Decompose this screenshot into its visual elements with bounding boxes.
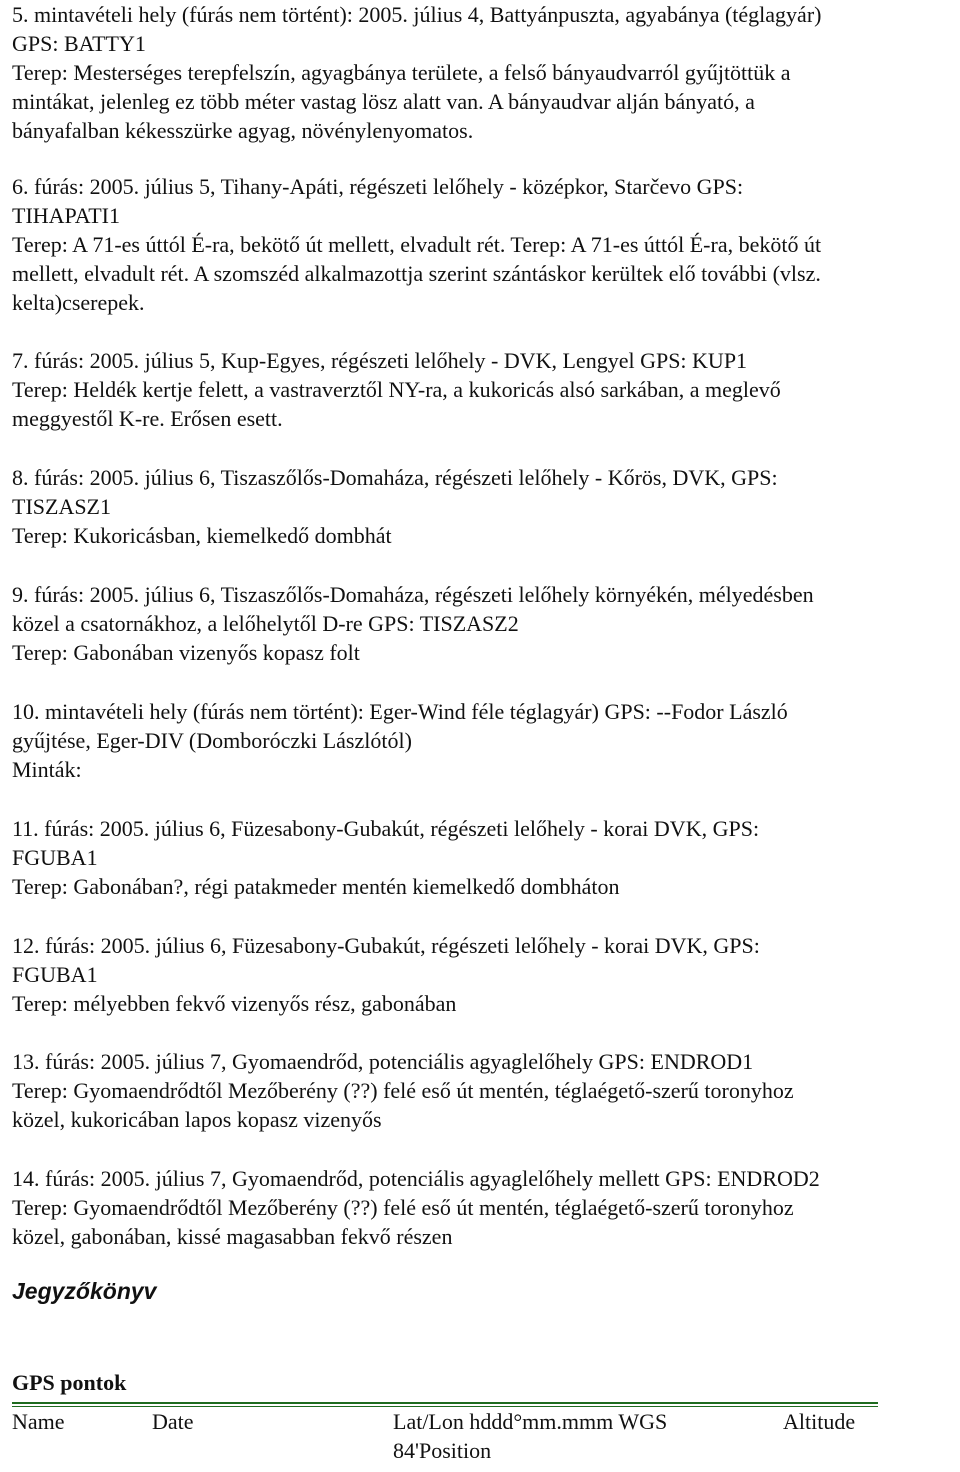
sample-entry bbox=[12, 1164, 954, 1251]
entry-line: Terep: mélyebben fekvő vizenyős rész, gabonában bbox=[12, 991, 457, 1016]
entry-line: 14. fúrás: 2005. július 7, Gyomaendrőd, potenciális agyaglelőhely mellett GPS: ENDROD2 bbox=[12, 1166, 820, 1191]
sample-entry bbox=[12, 931, 954, 1018]
entry-line: Terep: Heldék kertje felett, a vastraverztől NY-ra, a kukoricás alsó sarkában, a meglevő bbox=[12, 377, 781, 402]
column-header-latlon bbox=[393, 1407, 667, 1465]
entry-line: FGUBA1 bbox=[12, 962, 98, 987]
entry-line: Terep: A 71-es úttól É-ra, bekötő út mellett, elvadult rét. Terep: A 71-es úttól É-ra, bekötő út bbox=[12, 232, 822, 257]
entry-line: 8. fúrás: 2005. július 6, Tiszaszőlős-Domaháza, régészeti lelőhely - Kőrös, DVK, GPS: bbox=[12, 465, 778, 490]
entry-line: 11. fúrás: 2005. július 6, Füzesabony-Gubakút, régészeti lelőhely - korai DVK, GPS: bbox=[12, 816, 760, 841]
entry-line: 9. fúrás: 2005. július 6, Tiszaszőlős-Domaháza, régészeti lelőhely környékén, mélyedésben bbox=[12, 582, 814, 607]
entry-line: Terep: Gyomaendrődtől Mezőberény (??) felé eső út mentén, téglaégető-szerű toronyhoz bbox=[12, 1195, 794, 1220]
entry-line: közel, gabonában, kissé magasabban fekvő részen bbox=[12, 1224, 453, 1249]
entry-line: 7. fúrás: 2005. július 5, Kup-Egyes, régészeti lelőhely - DVK, Lengyel GPS: KUP1 bbox=[12, 348, 748, 373]
column-header-name: Name bbox=[12, 1409, 65, 1434]
table-top-rule bbox=[12, 1402, 878, 1404]
entry-line: TIHAPATI1 bbox=[12, 203, 120, 228]
sample-entry bbox=[12, 1047, 954, 1134]
sample-entry bbox=[12, 172, 954, 317]
sample-entry bbox=[12, 463, 954, 550]
entry-line: Terep: Gabonában vizenyős kopasz folt bbox=[12, 640, 360, 665]
entry-line: 12. fúrás: 2005. július 6, Füzesabony-Gubakút, régészeti lelőhely - korai DVK, GPS: bbox=[12, 933, 760, 958]
gps-table-header bbox=[12, 1407, 912, 1467]
entry-line: 13. fúrás: 2005. július 7, Gyomaendrőd, potenciális agyaglelőhely GPS: ENDROD1 bbox=[12, 1049, 754, 1074]
entry-line: mintákat, jelenleg ez több méter vastag lösz alatt van. A bányaudvar alján bányató, a bbox=[12, 89, 755, 114]
jegyzokonyv-heading: Jegyzőkönyv bbox=[12, 1278, 157, 1304]
entry-line: 6. fúrás: 2005. július 5, Tihany-Apáti, régészeti lelőhely - középkor, Starčevo GPS: bbox=[12, 174, 744, 199]
gps-pontok-heading: GPS pontok bbox=[12, 1370, 127, 1395]
sample-entry bbox=[12, 697, 954, 784]
entry-line: kelta)cserepek. bbox=[12, 290, 145, 315]
entry-line: mellett, elvadult rét. A szomszéd alkalmazottja szerint szántáskor kerültek elő további (vlsz. bbox=[12, 261, 821, 286]
entry-line: bányafalban kékesszürke agyag, növénylenyomatos. bbox=[12, 118, 474, 143]
sample-entry bbox=[12, 814, 954, 901]
entry-line: meggyestől K-re. Erősen esett. bbox=[12, 406, 283, 431]
column-header-altitude: Altitude bbox=[783, 1409, 856, 1434]
entry-line: FGUBA1 bbox=[12, 845, 98, 870]
entry-line: közel a csatornákhoz, a lelőhelytől D-re GPS: TISZASZ2 bbox=[12, 611, 519, 636]
sample-entry bbox=[12, 346, 954, 433]
entry-line: 5. mintavételi hely (fúrás nem történt): 2005. július 4, Battyánpuszta, agyabánya (téglagyár) bbox=[12, 2, 822, 27]
entry-line: Minták: bbox=[12, 757, 82, 782]
column-header-latlon-line2: 84'Position bbox=[393, 1438, 492, 1463]
entry-line: 10. mintavételi hely (fúrás nem történt): Eger-Wind féle téglagyár) GPS: --Fodor László bbox=[12, 699, 788, 724]
entry-line: TISZASZ1 bbox=[12, 494, 111, 519]
column-header-date: Date bbox=[152, 1409, 194, 1434]
entry-line: Terep: Gabonában?, régi patakmeder mentén kiemelkedő dombháton bbox=[12, 874, 620, 899]
sample-entry bbox=[12, 0, 954, 145]
entry-line: Terep: Kukoricásban, kiemelkedő dombhát bbox=[12, 523, 392, 548]
entry-line: GPS: BATTY1 bbox=[12, 31, 146, 56]
entry-line: Terep: Mesterséges terepfelszín, agyagbánya területe, a felső bányaudvarról gyűjtöttük a bbox=[12, 60, 791, 85]
sample-entry bbox=[12, 580, 954, 667]
entry-line: közel, kukoricában lapos kopasz vizenyős bbox=[12, 1107, 382, 1132]
entry-line: gyűjtése, Eger-DIV (Domboróczki Lászlótól) bbox=[12, 728, 412, 753]
column-header-latlon-line1: Lat/Lon hddd°mm.mmm WGS bbox=[393, 1409, 668, 1434]
entry-line: Terep: Gyomaendrődtől Mezőberény (??) felé eső út mentén, téglaégető-szerű toronyhoz bbox=[12, 1078, 794, 1103]
